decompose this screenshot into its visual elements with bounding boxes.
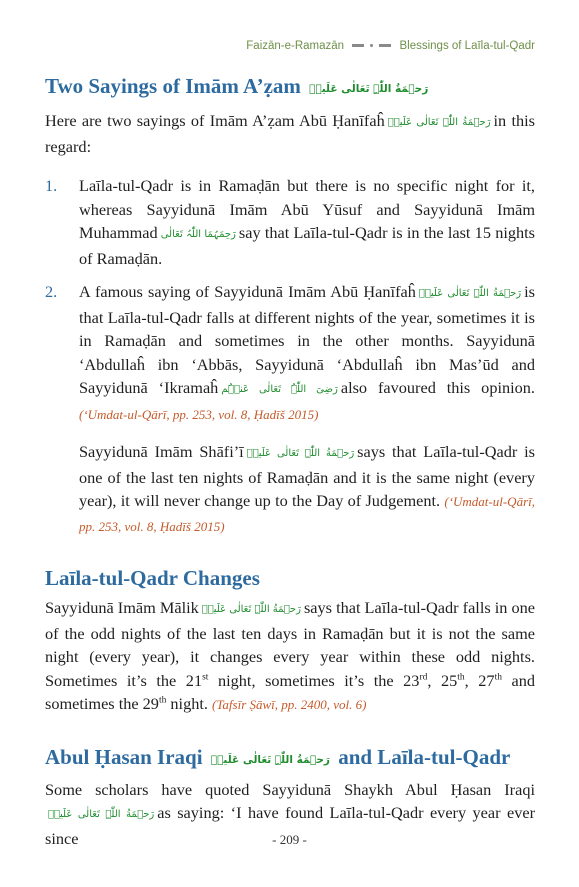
paragraph: Sayyidunā Imām Shāfi’ī رَحۡمَةُ اللّٰہِ تَعَالٰی عَلَیۡہ says that Laīla-tul-Qadr is one of the last ten nights of Ramaḍān and it is the same night (every year), it will never change up to the Day of Judgement. (‘Umdat-ul-Qārī, pp. 253, vol. 8, Ḥadīš 2015) [79,442,535,534]
list-number: 1. [45,176,58,195]
honorific-calligraphy: رَحۡمَةُ اللّٰہِ تَعَالٰی عَلَیۡہ [48,809,155,820]
reference-citation: (Tafsīr Ṣāwī, pp. 2400, vol. 6) [212,697,367,712]
header-book-title: Faizān-e-Ramazān [246,40,345,52]
header-separator [350,40,393,52]
reference-citation: (‘Umdat-ul-Qārī, pp. 253, vol. 8, Ḥadīš 2015) [79,494,535,534]
honorific-calligraphy: رَحِمَہُمَا اللّٰہُ تَعَالٰی [160,229,236,240]
honorific-calligraphy: رَحۡمَةُ اللّٰہِ تَعَالٰی عَلَیۡہ [210,753,330,766]
honorific-calligraphy: رَحۡمَةُ اللّٰہِ تَعَالٰی عَلَیۡہ [246,448,355,459]
list-number: 2. [45,282,58,301]
section-changes [45,564,535,717]
page-number: - 209 - [272,832,307,847]
list-item: 1. Laīla-tul-Qadr is in Ramaḍān but there is no specific night for it, whereas Sayyidunā Imām Abū Yūsuf and Sayyidunā Imām Muhammad رَحِمَہُمَا اللّٰہُ تَعَالٰی say that Laīla-tul-Qadr is in the last 15 nights of Ramaḍān. [45,176,536,268]
paragraph: Here are two sayings of Imām A’ẓam Abū Ḥanīfaĥ رَحۡمَةُ اللّٰہِ تَعَالٰی عَلَیۡہ in this regard: [45,111,535,156]
honorific-calligraphy: رَضِیَ اللّٰہُ تَعَالٰی عَنۡہُم [221,384,338,395]
section-heading: Laīla-tul-Qadr Changes [45,566,260,590]
list-item: 2. A famous saying of Sayyidunā Imām Abū Ḥanīfaĥ رَحۡمَةُ اللّٰہِ تَعَالٰی عَلَیۡہ is that Laīla-tul-Qadr falls at different nights of the year, sometimes it is in Ramaḍān and sometimes in the other months. Sayyidunā ‘Abdullaĥ ibn ‘Abbās, Sayyidunā ‘Abdullaĥ ibn Mas’ūd and Sayyidunā ‘Ikramaĥ رَضِیَ اللّٰہُ تَعَالٰی عَنۡہُم also favoured this opinion. (‘Umdat-ul-Qārī, pp. 253, vol. 8, Ḥadīš 2015) [45,282,536,422]
honorific-calligraphy: رَحۡمَةُ اللّٰہِ تَعَالٰی عَلَیۡہ [201,604,301,615]
sayings-list [45,174,535,426]
running-header [246,40,535,52]
section-two-sayings [45,72,535,538]
honorific-calligraphy: رَحۡمَةُ اللّٰہِ تَعَالٰی عَلَیۡہ [418,288,522,299]
page-content [45,72,535,850]
section-heading: Two Sayings of Imām A’ẓam رَحۡمَةُ اللّٰہِ تَعَالٰی عَلَیۡہ [45,74,429,98]
header-chapter-title: Blessings of Laīla-tul-Qadr [399,40,535,52]
paragraph: Sayyidunā Imām Mālik رَحۡمَةُ اللّٰہِ تَعَالٰی عَلَیۡہ says that Laīla-tul-Qadr falls in one of the odd nights of the last ten days in Ramaḍān but it is not the same night (every year), it changes every year within these odd nights. Sometimes it’s the 21st night, sometimes it’s the 23rd, 25th, 27th and sometimes the 29th night. (Tafsīr Ṣāwī, pp. 2400, vol. 6) [45,598,536,713]
section-heading: Abul Ḥasan Iraqi رَحۡمَةُ اللّٰہِ تَعَالٰی عَلَیۡہ and Laīla-tul-Qadr [45,744,511,769]
honorific-calligraphy: رَحۡمَةُ اللّٰہِ تَعَالٰی عَلَیۡہ [309,83,429,95]
paragraph: Some scholars have quoted Sayyidunā Shaykh Abul Ḥasan Iraqi رَحۡمَةُ اللّٰہِ تَعَالٰی عَلَیۡہ as saying: ‘I have found Laīla-tul-Qadr every year ever since [45,779,535,848]
honorific-calligraphy: رَحۡمَةُ اللّٰہِ تَعَالٰی عَلَیۡہ [387,117,491,128]
reference-citation: (‘Umdat-ul-Qārī, pp. 253, vol. 8, Ḥadīš 2015) [79,406,319,422]
